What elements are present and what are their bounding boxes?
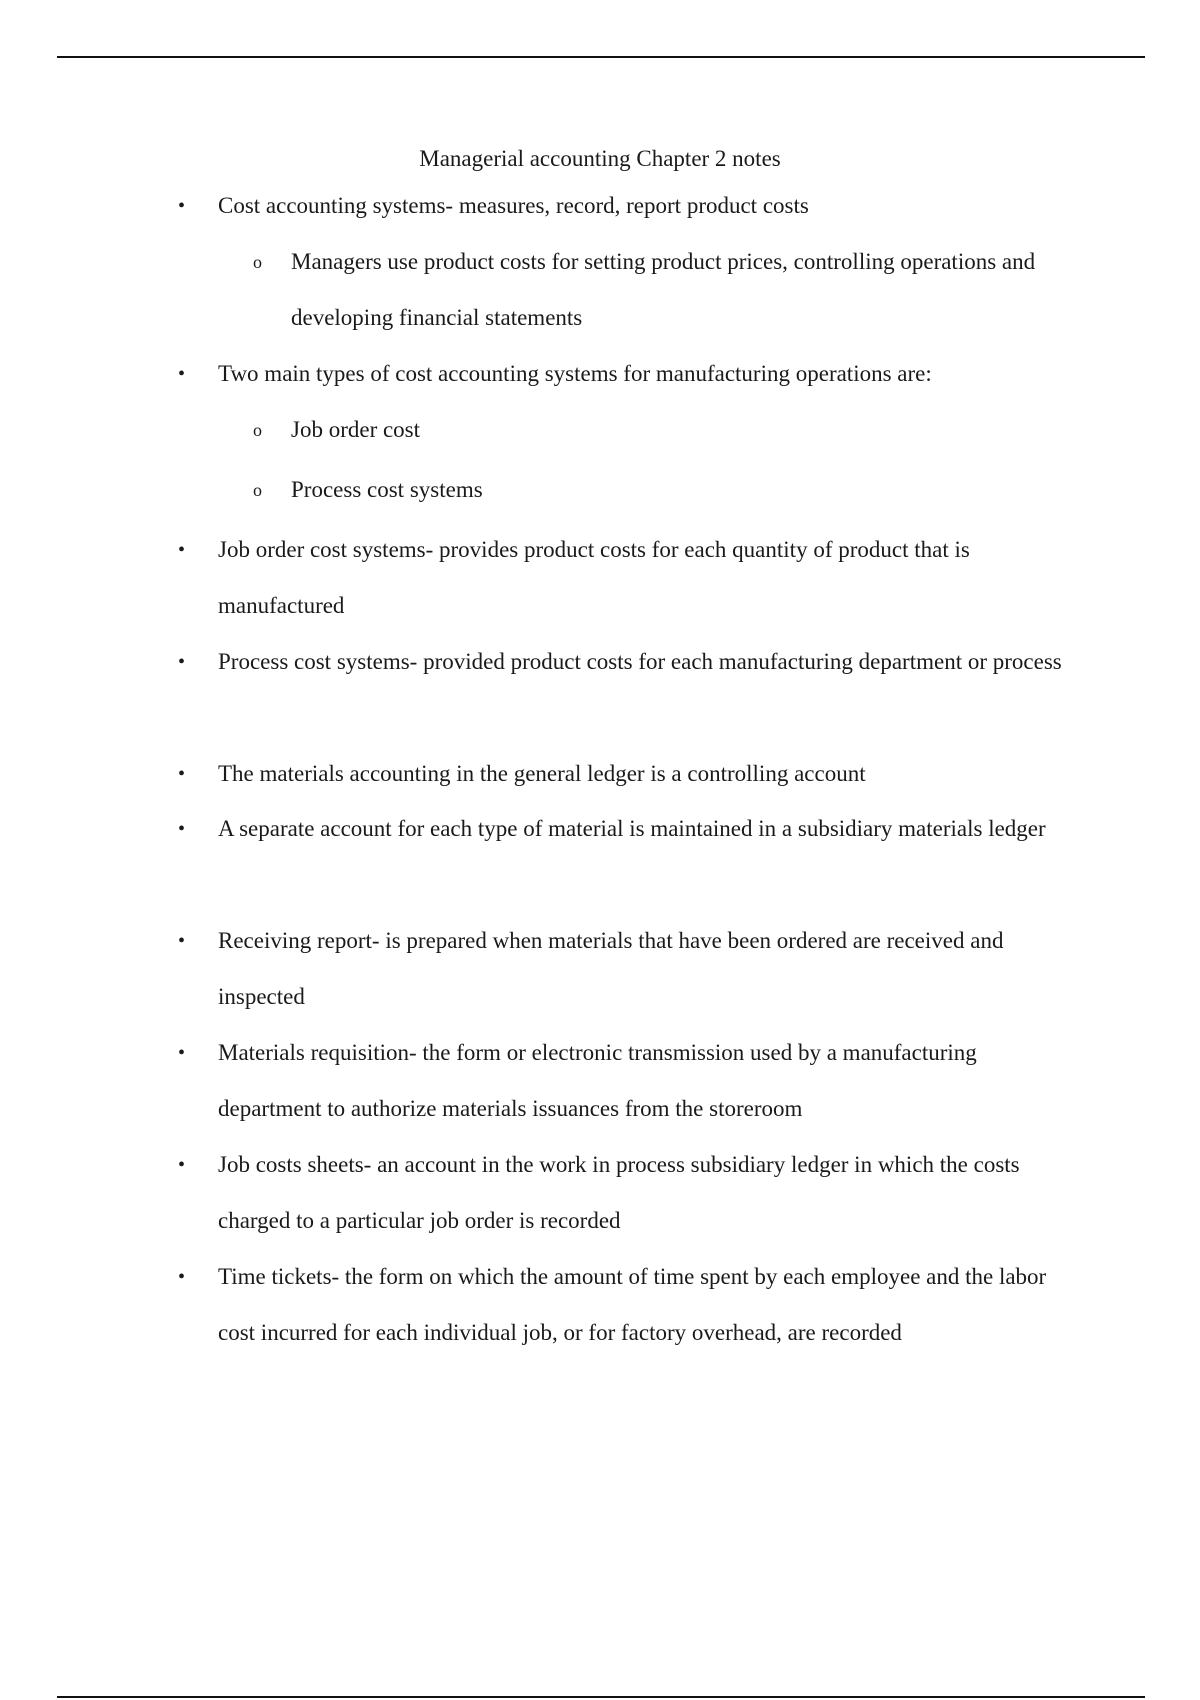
bullet-item — [178, 346, 1078, 402]
bullet-marker: • — [178, 818, 186, 840]
bullet-marker: • — [178, 763, 186, 785]
sub-bullet-text: Process cost systems — [291, 477, 483, 502]
bullet-text: Materials requisition- the form or electronic transmission used by a manufacturing department to authorize materials issuances from the storeroom — [218, 1040, 977, 1121]
bullet-item — [178, 1137, 1078, 1249]
bullet-item — [178, 178, 1078, 234]
sub-bullet-text: Job order cost — [291, 417, 421, 442]
bullet-item — [178, 1025, 1078, 1137]
sub-bullet-marker: o — [253, 420, 262, 440]
page-title: Managerial accounting Chapter 2 notes — [419, 146, 781, 171]
bullet-item — [178, 522, 1078, 634]
bullet-marker: • — [178, 1042, 186, 1064]
bullet-text: Receiving report- is prepared when materials that have been ordered are received and inspected — [218, 928, 1004, 1009]
bullet-item — [178, 801, 1078, 857]
bullet-text: Process cost systems- provided product costs for each manufacturing department or process — [218, 649, 1062, 674]
bullet-text: Job order cost systems- provides product costs for each quantity of product that is manufactured — [218, 537, 970, 618]
bullet-text: Job costs sheets- an account in the work in process subsidiary ledger in which the costs charged to a particular job order is recorded — [218, 1152, 1020, 1233]
sub-bullet-item — [253, 234, 1083, 346]
bullet-item — [178, 913, 1078, 1025]
bullet-marker: • — [178, 195, 186, 217]
sub-bullet-item — [253, 402, 1083, 458]
bullet-marker: • — [178, 539, 186, 561]
bullet-item — [178, 1249, 1078, 1361]
bullet-item — [178, 746, 1078, 802]
sub-bullet-marker: o — [253, 252, 262, 272]
bullet-text: Time tickets- the form on which the amount of time spent by each employee and the labor cost incurred for each individual job, or for factory overhead, are recorded — [218, 1264, 1047, 1345]
bullet-marker: • — [178, 651, 186, 673]
bullet-marker: • — [178, 363, 186, 385]
bullet-text: The materials accounting in the general ledger is a controlling account — [218, 761, 866, 786]
bullet-text: Two main types of cost accounting systems for manufacturing operations are: — [218, 361, 932, 386]
bullet-marker: • — [178, 930, 186, 952]
bullet-text: A separate account for each type of material is maintained in a subsidiary materials ledger — [218, 816, 1046, 841]
header-rule — [57, 56, 1145, 58]
footer-rule — [57, 1696, 1145, 1698]
sub-bullet-marker: o — [253, 480, 262, 500]
bullet-marker: • — [178, 1266, 186, 1288]
bullet-item — [178, 634, 1078, 690]
bullet-marker: • — [178, 1154, 186, 1176]
sub-bullet-item — [253, 462, 1083, 518]
bullet-text: Cost accounting systems- measures, record, report product costs — [218, 193, 809, 218]
sub-bullet-text: Managers use product costs for setting product prices, controlling operations and developing financial statements — [291, 249, 1036, 330]
